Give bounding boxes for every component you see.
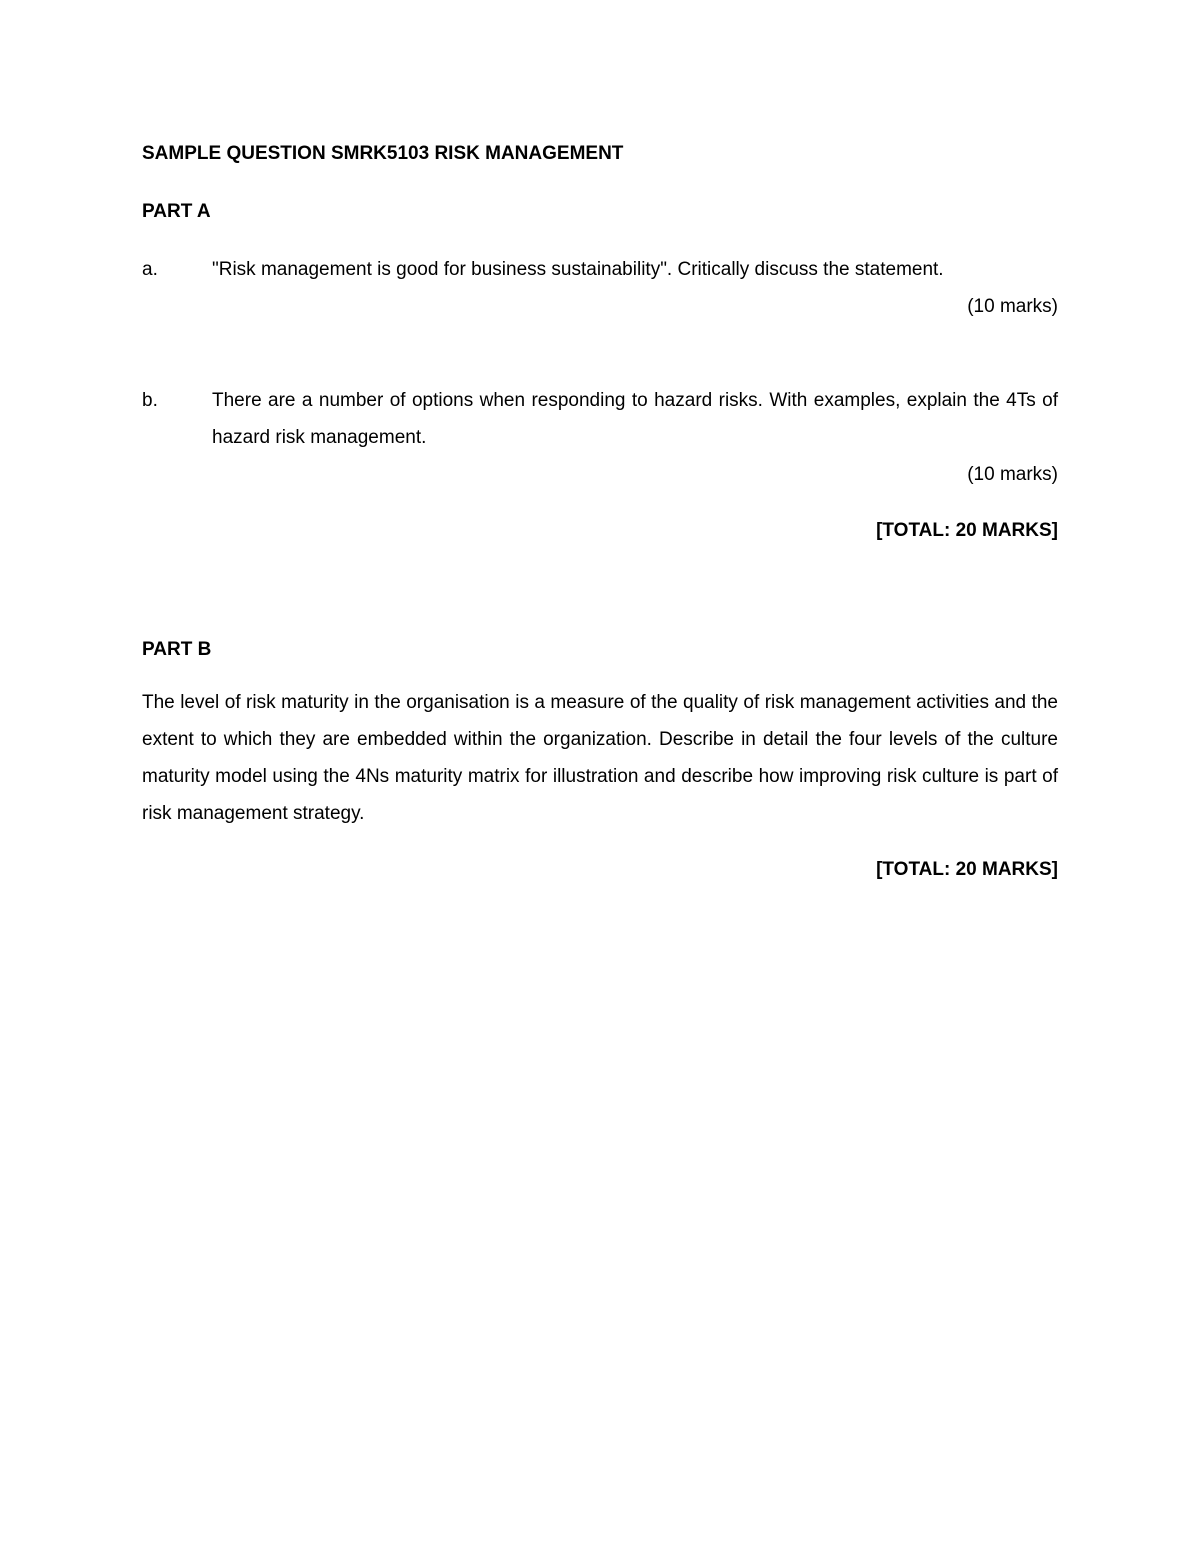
part-b-total: [TOTAL: 20 MARKS] xyxy=(876,859,1058,880)
part-a-heading: PART A xyxy=(142,201,211,222)
part-b-heading: PART B xyxy=(142,639,212,660)
question-b xyxy=(142,382,1058,456)
question-b-marks: (10 marks) xyxy=(967,464,1058,485)
part-b-question-text: The level of risk maturity in the organisation is a measure of the quality of risk management activities and the extent to which they are embedded within the organization. Describe in detail the four levels of the culture maturity model using the 4Ns maturity matrix for illustration and describe how improving risk culture is part of risk management strategy. xyxy=(142,692,1058,824)
question-a xyxy=(142,251,1058,288)
document-content xyxy=(142,140,1058,888)
question-b-text: There are a number of options when responding to hazard risks. With examples, explain the 4Ts of hazard risk management. xyxy=(212,390,1058,448)
part-a-total: [TOTAL: 20 MARKS] xyxy=(876,520,1058,541)
question-a-letter: a. xyxy=(142,259,158,280)
document-title: SAMPLE QUESTION SMRK5103 RISK MANAGEMENT xyxy=(142,143,624,164)
question-a-text: "Risk management is good for business sustainability". Critically discuss the statement. xyxy=(212,259,944,280)
question-b-letter: b. xyxy=(142,390,158,411)
question-a-marks: (10 marks) xyxy=(967,296,1058,317)
